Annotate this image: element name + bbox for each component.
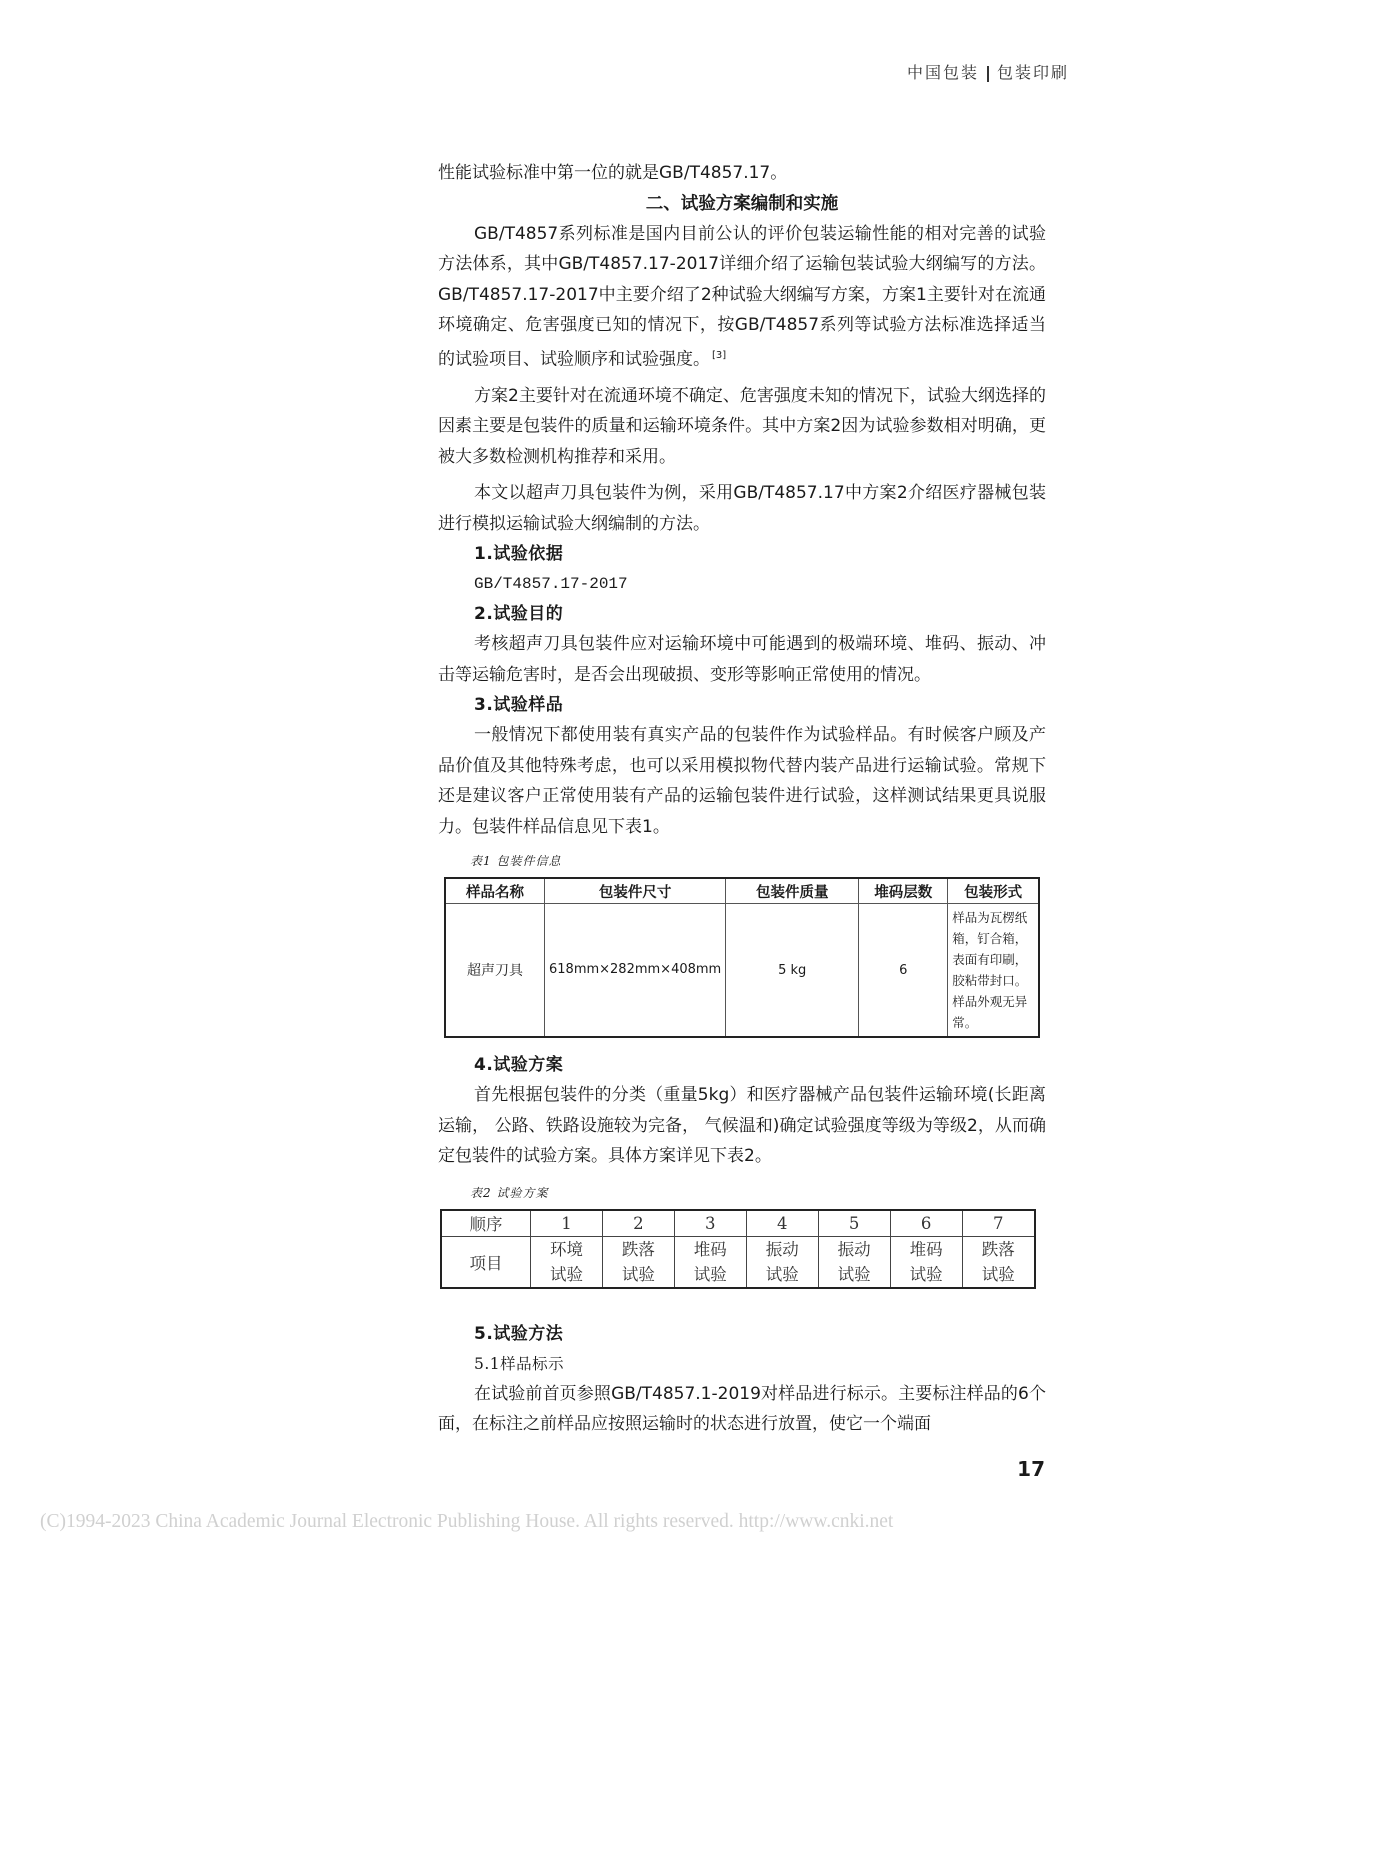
table-cell: 1 xyxy=(531,1210,603,1237)
cell-line: 跌落 xyxy=(621,1239,655,1259)
header-divider xyxy=(987,66,989,82)
paragraph-3: 本文以超声刀具包装件为例，采用GB/T4857.17中方案2介绍医疗器械包装进行模拟运输试验大纲编制的方法。 xyxy=(438,483,1046,534)
heading-5-1: 5.1样品标示 xyxy=(474,1354,565,1373)
table-cell xyxy=(674,1236,746,1288)
heading-2: 2.试验目的 xyxy=(474,604,564,625)
page-number: 17 xyxy=(1017,1457,1045,1481)
cell-line: 试验 xyxy=(909,1264,943,1284)
table-cell: 样品为瓦楞纸箱，钉合箱，表面有印刷，胶粘带封口。样品外观无异常。 xyxy=(948,904,1039,1038)
cell-line: 堆码 xyxy=(693,1239,727,1259)
table-cell xyxy=(746,1236,818,1288)
table-cell: 618mm×282mm×408mm xyxy=(545,904,726,1038)
table-cell: 超声刀具 xyxy=(445,904,545,1038)
table-header: 包装形式 xyxy=(948,878,1039,904)
running-header xyxy=(907,60,1069,83)
table-header: 包装件质量 xyxy=(726,878,859,904)
table-cell: 4 xyxy=(746,1210,818,1237)
cell-line: 试验 xyxy=(693,1264,727,1284)
cell-line: 跌落 xyxy=(981,1239,1015,1259)
heading-5: 5.试验方法 xyxy=(474,1323,564,1344)
table1-caption: 表1 包装件信息 xyxy=(470,854,562,869)
paragraph-5: 一般情况下都使用装有真实产品的包装件作为试验样品。有时候客户顾及产品价值及其他特殊考虑，也可以采用模拟物代替内装产品进行运输试验。常规下还是建议客户正常使用装有产品的运输包装件进行试验，这样测试结果更具说服力。包装件样品信息见下表1。 xyxy=(438,725,1046,837)
paragraph-7: 在试验前首页参照GB/T4857.1-2019对样品进行标示。主要标注样品的6个面，在标注之前样品应按照运输时的状态进行放置，使它一个端面 xyxy=(438,1383,1046,1435)
heading-1: 1.试验依据 xyxy=(474,544,564,565)
cell-line: 振动 xyxy=(837,1239,871,1259)
table2-caption: 表2 试验方案 xyxy=(470,1185,549,1200)
paragraph-1 xyxy=(438,219,1046,375)
row-label: 项目 xyxy=(441,1236,531,1288)
cell-line: 试验 xyxy=(837,1264,871,1284)
table-header: 堆码层数 xyxy=(859,878,948,904)
table-row xyxy=(445,904,1039,1038)
table-cell xyxy=(962,1236,1035,1288)
table-header: 样品名称 xyxy=(445,878,545,904)
cell-line: 试验 xyxy=(981,1264,1015,1284)
paragraph-2: 方案2主要针对在流通环境不确定、危害强度未知的情况下，试验大纲选择的因素主要是包装件的质量和运输环境条件。其中方案2因为试验参数相对明确，更被大多数检测机构推荐和采用。 xyxy=(438,385,1046,467)
paragraph-0: 性能试验标准中第一位的就是GB/T4857.17。 xyxy=(438,163,788,183)
paragraph-4: 考核超声刀具包装件应对运输环境中可能遇到的极端环境、堆码、振动、冲击等运输危害时，是否会出现破损、变形等影响正常使用的情况。 xyxy=(438,634,1046,685)
table-row xyxy=(441,1210,1035,1237)
table-cell xyxy=(818,1236,890,1288)
heading-3: 3.试验样品 xyxy=(474,695,564,716)
table-cell: 6 xyxy=(890,1210,962,1237)
article-body xyxy=(438,158,1046,1440)
heading-1-text: GB/T4857.17-2017 xyxy=(474,575,628,594)
cell-line: 环境 xyxy=(549,1239,583,1259)
table-cell xyxy=(531,1236,603,1288)
table-row xyxy=(441,1236,1035,1288)
section-name: 包装印刷 xyxy=(996,63,1069,82)
table-2 xyxy=(440,1209,1036,1289)
table-cell xyxy=(602,1236,674,1288)
journal-name: 中国包装 xyxy=(906,63,979,82)
table-cell: 5 xyxy=(818,1210,890,1237)
table-cell: 7 xyxy=(962,1210,1035,1237)
cell-line: 试验 xyxy=(549,1264,583,1284)
table-cell: 6 xyxy=(859,904,948,1038)
copyright-watermark: (C)1994-2023 China Academic Journal Electronic Publishing House. All rights reserved. http://www.cnki.net xyxy=(40,1511,894,1532)
table-header-row xyxy=(445,878,1039,904)
section-title: 二、试验方案编制和实施 xyxy=(645,193,839,214)
paragraph-1-text: GB/T4857系列标准是国内目前公认的评价包装运输性能的相对完善的试验方法体系，其中GB/T4857.17-2017详细介绍了运输包装试验大纲编写的方法。GB/T4857.17-2017中主要介绍了2种试验大纲编写方案，方案1主要针对在流通环境确定、危害强度已知的情况下，按GB/T4857系列等试验方法标准选择适当的试验项目、试验顺序和试验强度。 xyxy=(438,223,1046,370)
table-cell: 3 xyxy=(674,1210,746,1237)
table-header: 包装件尺寸 xyxy=(545,878,726,904)
cell-line: 堆码 xyxy=(909,1239,943,1259)
cell-line: 振动 xyxy=(765,1239,799,1259)
heading-4: 4.试验方案 xyxy=(474,1055,564,1076)
cell-line: 试验 xyxy=(765,1264,799,1284)
table-cell: 5 kg xyxy=(726,904,859,1038)
row-label: 顺序 xyxy=(441,1210,531,1237)
paragraph-6: 首先根据包装件的分类（重量5kg）和医疗器械产品包装件运输环境(长距离运输， 公路、铁路设施较为完备， 气候温和)确定试验强度等级为等级2，从而确定包装件的试验方案。具体方案详见下表2。 xyxy=(438,1085,1046,1167)
table-cell xyxy=(890,1236,962,1288)
table-cell: 2 xyxy=(602,1210,674,1237)
table-1 xyxy=(444,877,1040,1038)
cell-line: 试验 xyxy=(621,1264,655,1284)
reference-3[interactable]: [3] xyxy=(712,349,727,361)
